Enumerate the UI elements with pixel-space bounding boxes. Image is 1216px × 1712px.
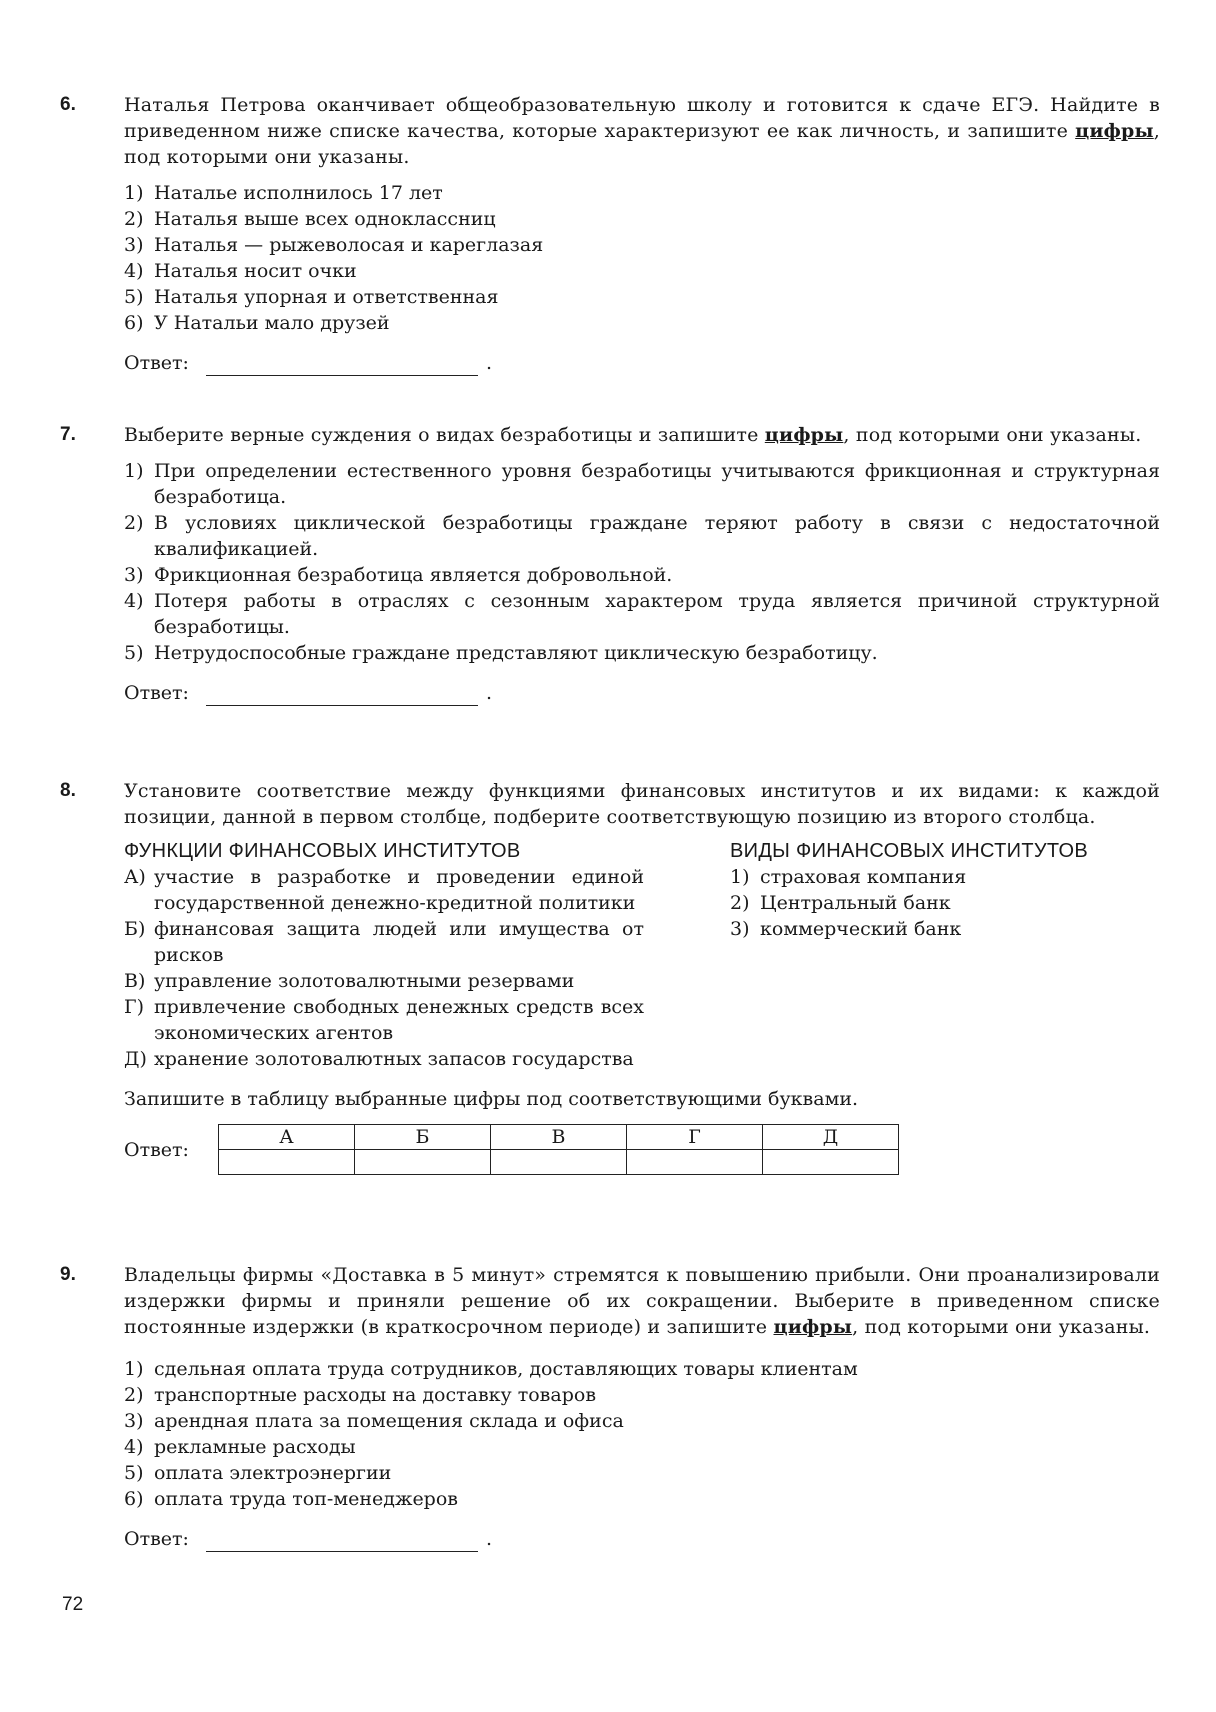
list-item: 4) Потеря работы в отраслях с сезонным характером труда является причиной структурной безработицы.	[124, 590, 1160, 638]
task-number: 9.	[60, 1264, 76, 1285]
answer-row: Ответ: .	[124, 682, 493, 704]
task-statement: Наталья Петрова оканчивает общеобразовательную школу и готовится к сдаче ЕГЭ. Найдите в приведенном ниже списке качества, которые характеризуют ее как личность, и запишите цифры, под которыми они указаны.	[124, 94, 1160, 168]
list-item: 1) страховая компания	[730, 866, 967, 888]
table-header-cell: Д	[763, 1125, 899, 1150]
list-item: 1) сдельная оплата труда сотрудников, доставляющих товары клиентам	[124, 1358, 858, 1380]
table-instruction: Запишите в таблицу выбранные цифры под соответствующими буквами.	[124, 1088, 859, 1110]
list-item: 2) В условиях циклической безработицы граждане теряют работу в связи с недостаточной квалификацией.	[124, 512, 1160, 560]
task-7	[60, 422, 1160, 706]
list-item: Д) хранение золотовалютных запасов государства	[124, 1048, 634, 1070]
answer-label: Ответ:	[124, 352, 189, 374]
list-item: 5) Наталья упорная и ответственная	[124, 286, 499, 308]
list-item: 2) Центральный банк	[730, 892, 951, 914]
list-item: 3) коммерческий банк	[730, 918, 962, 940]
table-header-cell: А	[219, 1125, 355, 1150]
table-header-row	[219, 1125, 899, 1150]
answer-input-line[interactable]	[206, 685, 478, 706]
functions-heading: ФУНКЦИИ ФИНАНСОВЫХ ИНСТИТУТОВ	[124, 840, 521, 862]
list-item: Г) привлечение свободных денежных средств всех экономических агентов	[124, 996, 644, 1044]
highlight-digits: цифры	[764, 424, 844, 446]
list-item: Б) финансовая защита людей или имущества от рисков	[124, 918, 644, 966]
answer-row: Ответ: .	[124, 352, 493, 374]
functions-column	[124, 838, 644, 1072]
answer-row: Ответ: .	[124, 1528, 493, 1550]
list-item: 5) Нетрудоспособные граждане представляют циклическую безработицу.	[124, 642, 878, 664]
task-statement: Владельцы фирмы «Доставка в 5 минут» стремятся к повышению прибыли. Они проанализировали издержки фирмы и приняли решение об их сокращении. Выберите в приведенном списке постоянные издержки (в краткосрочном периоде) и запишите цифры, под которыми они указаны.	[124, 1264, 1160, 1338]
task-statement: Установите соответствие между функциями финансовых институтов и их видами: к каждой позиции, данной в первом столбце, подберите соответствующую позицию из второго столбца.	[124, 780, 1160, 828]
option-list	[124, 458, 1160, 666]
page-number: 72	[62, 1594, 84, 1615]
answer-cell[interactable]	[355, 1150, 491, 1175]
answer-cell[interactable]	[491, 1150, 627, 1175]
functions-list	[124, 864, 644, 1072]
list-item: 3) Фрикционная безработица является добровольной.	[124, 564, 673, 586]
answer-row	[124, 1124, 1160, 1175]
answer-label: Ответ:	[124, 682, 189, 704]
list-item: 2) транспортные расходы на доставку товаров	[124, 1384, 597, 1406]
answer-label: Ответ:	[124, 1138, 189, 1161]
highlight-digits: цифры	[773, 1316, 853, 1338]
table-header-cell: Б	[355, 1125, 491, 1150]
list-item: 1) При определении естественного уровня безработицы учитываются фрикционная и структурная безработица.	[124, 460, 1160, 508]
answer-input-line[interactable]	[206, 355, 478, 376]
answer-input-line[interactable]	[206, 1531, 478, 1552]
option-list	[124, 1356, 1160, 1512]
table-header-cell: Г	[627, 1125, 763, 1150]
list-item: В) управление золотовалютными резервами	[124, 970, 575, 992]
answer-cell[interactable]	[763, 1150, 899, 1175]
list-item: 6) У Натальи мало друзей	[124, 312, 390, 334]
matching-columns	[124, 838, 1160, 1072]
table-answer-row	[219, 1150, 899, 1175]
option-list	[124, 180, 1160, 336]
task-8	[60, 778, 1160, 1175]
types-list	[730, 864, 1160, 942]
task-number: 6.	[60, 94, 76, 115]
highlight-digits: цифры	[1075, 120, 1154, 142]
list-item: 3) Наталья — рыжеволосая и кареглазая	[124, 234, 544, 256]
task-statement: Выберите верные суждения о видах безработицы и запишите цифры, под которыми они указаны.	[124, 424, 1142, 446]
answer-cell[interactable]	[219, 1150, 355, 1175]
answer-label: Ответ:	[124, 1528, 189, 1550]
table-header-cell: В	[491, 1125, 627, 1150]
task-6	[60, 92, 1160, 376]
answer-table	[218, 1124, 899, 1175]
task-number: 8.	[60, 780, 76, 801]
list-item: 2) Наталья выше всех одноклассниц	[124, 208, 496, 230]
types-heading: ВИДЫ ФИНАНСОВЫХ ИНСТИТУТОВ	[730, 840, 1088, 862]
answer-cell[interactable]	[627, 1150, 763, 1175]
task-9	[60, 1262, 1160, 1552]
list-item: 3) арендная плата за помещения склада и офиса	[124, 1410, 624, 1432]
list-item: 4) Наталья носит очки	[124, 260, 357, 282]
task-number: 7.	[60, 424, 76, 445]
list-item: А) участие в разработке и проведении единой государственной денежно-кредитной политики	[124, 866, 644, 914]
list-item: 4) рекламные расходы	[124, 1436, 356, 1458]
list-item: 5) оплата электроэнергии	[124, 1462, 392, 1484]
types-column	[730, 838, 1160, 1072]
list-item: 1) Наталье исполнилось 17 лет	[124, 182, 443, 204]
list-item: 6) оплата труда топ-менеджеров	[124, 1488, 458, 1510]
